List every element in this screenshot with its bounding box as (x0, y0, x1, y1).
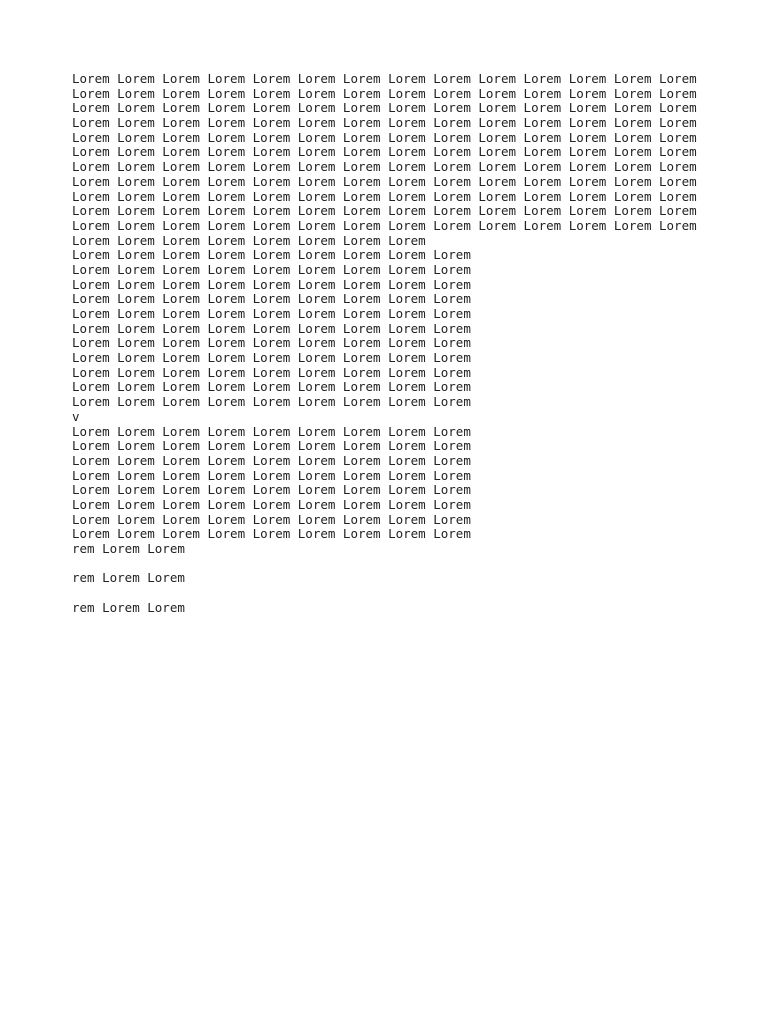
text-line: Lorem Lorem Lorem Lorem Lorem Lorem Lorem Lorem Lorem (72, 438, 471, 454)
text-line: Lorem Lorem Lorem Lorem Lorem Lorem Lorem Lorem Lorem Lorem Lorem Lorem Lorem Lorem (72, 71, 697, 86)
text-line: Lorem Lorem Lorem Lorem Lorem Lorem Lorem Lorem Lorem (72, 423, 471, 439)
text-line: v (72, 408, 80, 424)
text-line: Lorem Lorem Lorem Lorem Lorem Lorem Lorem Lorem Lorem (72, 364, 471, 380)
text-line: Lorem Lorem Lorem Lorem Lorem Lorem Lorem Lorem Lorem (72, 482, 471, 498)
blank-line (72, 557, 712, 572)
text-line: Lorem Lorem Lorem Lorem Lorem Lorem Lorem Lorem Lorem Lorem Lorem Lorem Lorem Lorem (72, 159, 697, 175)
text-line: Lorem Lorem Lorem Lorem Lorem Lorem Lorem Lorem Lorem (72, 261, 471, 277)
text-line: Lorem Lorem Lorem Lorem Lorem Lorem Lorem Lorem Lorem Lorem Lorem Lorem Lorem Lorem (72, 217, 697, 233)
text-line: rem Lorem Lorem (72, 541, 185, 556)
text-line: rem Lorem Lorem (72, 599, 185, 615)
text-line: Lorem Lorem Lorem Lorem Lorem Lorem Lorem Lorem Lorem Lorem Lorem Lorem Lorem Lorem (72, 203, 697, 219)
document-page (72, 72, 712, 615)
text-line: rem Lorem Lorem (72, 570, 185, 586)
text-line: Lorem Lorem Lorem Lorem Lorem Lorem Lorem Lorem Lorem (72, 467, 471, 483)
blank-line (72, 586, 712, 601)
text-line: Lorem Lorem Lorem Lorem Lorem Lorem Lorem Lorem Lorem (72, 247, 471, 263)
text-line: Lorem Lorem Lorem Lorem Lorem Lorem Lorem Lorem Lorem (72, 496, 471, 512)
text-line: Lorem Lorem Lorem Lorem Lorem Lorem Lorem Lorem Lorem Lorem Lorem Lorem Lorem Lorem (72, 100, 697, 116)
text-line: Lorem Lorem Lorem Lorem Lorem Lorem Lorem Lorem Lorem (72, 335, 471, 351)
text-line: Lorem Lorem Lorem Lorem Lorem Lorem Lorem Lorem Lorem (72, 452, 471, 468)
text-line: Lorem Lorem Lorem Lorem Lorem Lorem Lorem Lorem Lorem Lorem Lorem Lorem Lorem Lorem (72, 129, 697, 145)
text-line: Lorem Lorem Lorem Lorem Lorem Lorem Lorem Lorem (72, 232, 426, 248)
text-line: Lorem Lorem Lorem Lorem Lorem Lorem Lorem Lorem Lorem Lorem Lorem Lorem Lorem Lorem (72, 144, 697, 160)
text-line: Lorem Lorem Lorem Lorem Lorem Lorem Lorem Lorem Lorem Lorem Lorem Lorem Lorem Lorem (72, 115, 697, 131)
text-line: Lorem Lorem Lorem Lorem Lorem Lorem Lorem Lorem Lorem (72, 306, 471, 321)
text-line: Lorem Lorem Lorem Lorem Lorem Lorem Lorem Lorem Lorem Lorem Lorem Lorem Lorem Lorem (72, 173, 697, 189)
text-line: Lorem Lorem Lorem Lorem Lorem Lorem Lorem Lorem Lorem (72, 394, 471, 410)
text-line: Lorem Lorem Lorem Lorem Lorem Lorem Lorem Lorem Lorem (72, 350, 471, 366)
text-line: Lorem Lorem Lorem Lorem Lorem Lorem Lorem Lorem Lorem Lorem Lorem Lorem Lorem Lorem (72, 188, 697, 204)
text-line: Lorem Lorem Lorem Lorem Lorem Lorem Lorem Lorem Lorem (72, 511, 471, 527)
text-line: Lorem Lorem Lorem Lorem Lorem Lorem Lorem Lorem Lorem (72, 526, 471, 542)
text-line: Lorem Lorem Lorem Lorem Lorem Lorem Lorem Lorem Lorem (72, 276, 471, 292)
text-line: Lorem Lorem Lorem Lorem Lorem Lorem Lorem Lorem Lorem (72, 291, 471, 307)
text-line: Lorem Lorem Lorem Lorem Lorem Lorem Lorem Lorem Lorem Lorem Lorem Lorem Lorem Lorem (72, 85, 697, 101)
text-line: Lorem Lorem Lorem Lorem Lorem Lorem Lorem Lorem Lorem (72, 320, 471, 336)
text-line: Lorem Lorem Lorem Lorem Lorem Lorem Lorem Lorem Lorem (72, 379, 471, 395)
